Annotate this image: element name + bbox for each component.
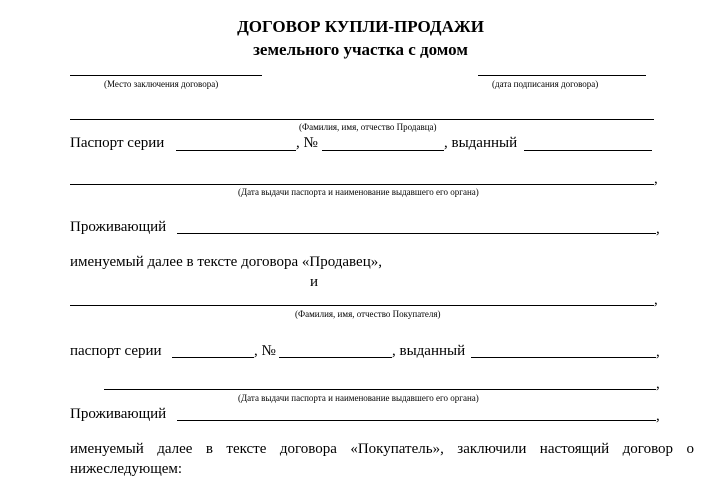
seller-passport-series-label: Паспорт серии — [70, 135, 165, 151]
seller-residing-label: Проживающий — [70, 219, 167, 235]
place-field-line[interactable] — [70, 75, 262, 76]
buyer-passport-number-line[interactable] — [279, 357, 392, 358]
date-caption: (дата подписания договора) — [492, 79, 599, 89]
buyer-passport-issue-caption: (Дата выдачи паспорта и наименование выдавшего его органа) — [238, 393, 479, 403]
conjunction-and: и — [310, 274, 319, 290]
buyer-passport-issued-line[interactable] — [471, 357, 656, 358]
seller-passport-issued-line[interactable] — [524, 150, 652, 151]
seller-name-line[interactable] — [70, 119, 654, 120]
seller-residing-comma: , — [656, 221, 660, 237]
buyer-passport-series-line[interactable] — [172, 357, 254, 358]
place-caption: (Место заключения договора) — [104, 79, 219, 89]
seller-passport-issue-line[interactable] — [70, 184, 654, 185]
seller-name-caption: (Фамилия, имя, отчество Продавца) — [299, 122, 437, 132]
date-field-line[interactable] — [478, 75, 646, 76]
buyer-passport-issue-comma: , — [656, 376, 660, 392]
buyer-residing-line[interactable] — [177, 420, 656, 421]
buyer-residing-comma: , — [656, 408, 660, 424]
document-subtitle: земельного участка с домом — [253, 40, 468, 59]
buyer-name-caption: (Фамилия, имя, отчество Покупателя) — [295, 309, 441, 319]
seller-passport-issue-comma: , — [654, 171, 658, 187]
seller-passport-number-line[interactable] — [322, 150, 444, 151]
buyer-passport-number-label: , № — [254, 343, 276, 359]
buyer-passport-series-label: паспорт серии — [70, 343, 162, 359]
buyer-residing-label: Проживающий — [70, 406, 167, 422]
seller-passport-issue-caption: (Дата выдачи паспорта и наименование выдавшего его органа) — [238, 187, 479, 197]
seller-residing-line[interactable] — [177, 233, 656, 234]
buyer-name-line[interactable] — [70, 305, 654, 306]
buyer-named-text: именуемый далее в тексте договора «Покупатель», заключили настоящий договор о — [70, 441, 694, 457]
buyer-passport-issued-comma: , — [656, 344, 660, 360]
buyer-passport-issue-line[interactable] — [104, 389, 656, 390]
buyer-name-comma: , — [654, 292, 658, 308]
document-title: ДОГОВОР КУПЛИ-ПРОДАЖИ — [237, 17, 484, 36]
buyer-passport-issued-label: , выданный — [392, 343, 466, 359]
buyer-named-text-continued: нижеследующем: — [70, 461, 183, 477]
seller-passport-series-line[interactable] — [176, 150, 296, 151]
seller-named-text: именуемый далее в тексте договора «Продавец», — [70, 254, 382, 270]
seller-passport-issued-label: , выданный — [444, 135, 518, 151]
seller-passport-number-label: , № — [296, 135, 318, 151]
